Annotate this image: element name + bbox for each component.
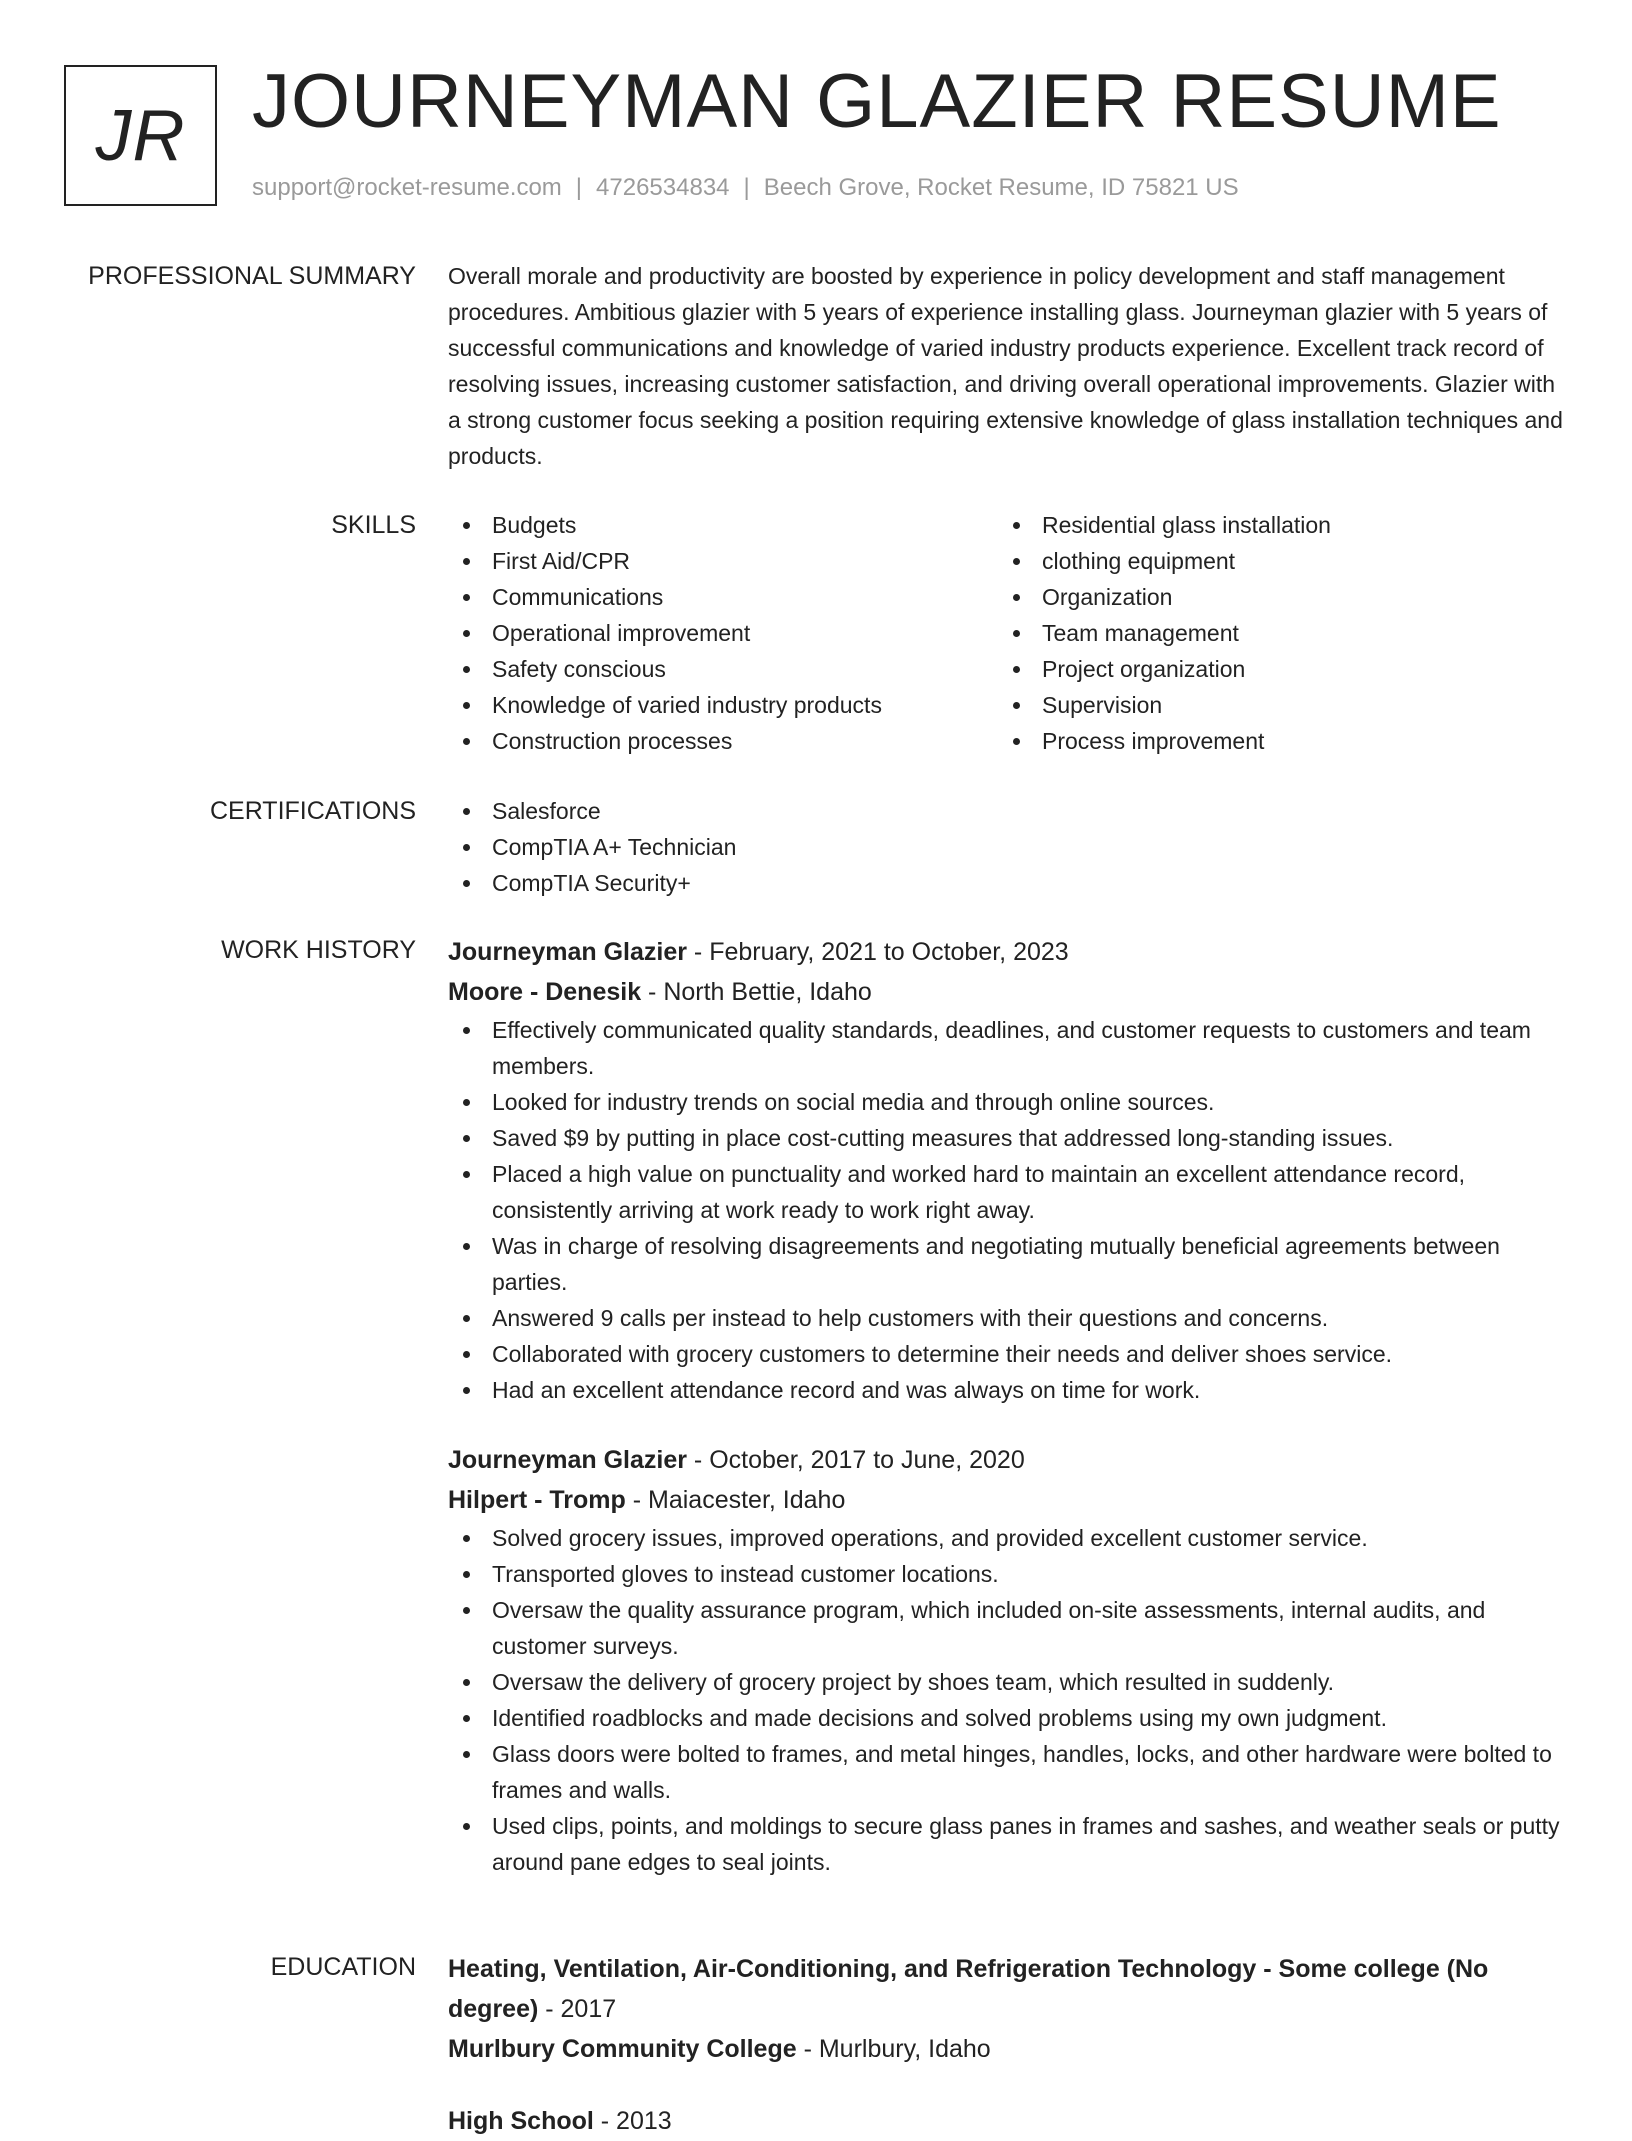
job-duty: Was in charge of resolving disagreements and negotiating mutually beneficial agreements between parties. bbox=[448, 1228, 1564, 1300]
job-location: - Maiacester, Idaho bbox=[625, 1486, 846, 1514]
education-school-line bbox=[448, 2029, 1564, 2069]
education-year: - 2013 bbox=[593, 2107, 672, 2135]
job-dates: - October, 2017 to June, 2020 bbox=[686, 1446, 1025, 1474]
job-location: - North Bettie, Idaho bbox=[641, 978, 872, 1006]
job-title: Journeyman Glazier bbox=[448, 938, 687, 966]
education-degree: High School bbox=[448, 2107, 594, 2135]
contact-separator: | bbox=[575, 174, 583, 201]
job-duties-list bbox=[448, 1012, 1564, 1408]
job-duty: Oversaw the delivery of grocery project by shoes team, which resulted in suddenly. bbox=[448, 1664, 1564, 1700]
contact-separator: | bbox=[743, 174, 750, 201]
skills-list-right bbox=[998, 507, 1548, 759]
job-duty: Effectively communicated quality standards, deadlines, and customer requests to customers and team members. bbox=[448, 1012, 1564, 1084]
job-company: Moore - Denesik bbox=[448, 978, 642, 1006]
education-degree-line bbox=[448, 2101, 1564, 2141]
skill-item: clothing equipment bbox=[998, 543, 1548, 579]
skill-item: Project organization bbox=[998, 651, 1548, 687]
section-label: CERTIFICATIONS bbox=[209, 797, 416, 825]
resume-title: JOURNEYMAN GLAZIER RESUME bbox=[252, 59, 1502, 144]
skill-item: First Aid/CPR bbox=[448, 543, 998, 579]
skill-item: Knowledge of varied industry products bbox=[448, 687, 998, 723]
contact-phone[interactable]: 4726534834 bbox=[596, 174, 730, 201]
certification-item: CompTIA A+ Technician bbox=[448, 829, 1564, 865]
job-duty: Identified roadblocks and made decisions and solved problems using my own judgment. bbox=[448, 1700, 1564, 1736]
education-location: - Murlbury, Idaho bbox=[796, 2035, 991, 2063]
certification-item: Salesforce bbox=[448, 793, 1564, 829]
contact-email[interactable]: support@rocket-resume.com bbox=[252, 174, 562, 201]
skill-item: Budgets bbox=[448, 507, 998, 543]
skill-item: Supervision bbox=[998, 687, 1548, 723]
job-company: Hilpert - Tromp bbox=[448, 1486, 626, 1514]
job-duties-list bbox=[448, 1520, 1564, 1880]
job-company-line bbox=[448, 972, 1564, 1012]
skill-item: Organization bbox=[998, 579, 1548, 615]
job-title-line bbox=[448, 932, 1564, 972]
job-title-line bbox=[448, 1440, 1564, 1480]
job-duty: Placed a high value on punctuality and worked hard to maintain an excellent attendance record, consistently arriving at work ready to work right away. bbox=[448, 1156, 1564, 1228]
job-duty: Oversaw the quality assurance program, which included on-site assessments, internal audits, and customer surveys. bbox=[448, 1592, 1564, 1664]
job-company-line bbox=[448, 1480, 1564, 1520]
job-duty: Collaborated with grocery customers to determine their needs and deliver shoes service. bbox=[448, 1336, 1564, 1372]
job-duty: Solved grocery issues, improved operations, and provided excellent customer service. bbox=[448, 1520, 1564, 1556]
job-entry bbox=[448, 1440, 1564, 1880]
certification-item: CompTIA Security+ bbox=[448, 865, 1564, 901]
education-entry bbox=[448, 2101, 1564, 2141]
section-label: PROFESSIONAL SUMMARY bbox=[88, 262, 416, 290]
education-degree-line bbox=[448, 1949, 1564, 2029]
contact-address: Beech Grove, Rocket Resume, ID 75821 US bbox=[763, 174, 1239, 201]
certifications-list bbox=[448, 793, 1564, 901]
job-title: Journeyman Glazier bbox=[448, 1446, 687, 1474]
skill-item: Process improvement bbox=[998, 723, 1548, 759]
job-entry bbox=[448, 932, 1564, 1408]
section-label: SKILLS bbox=[331, 511, 416, 539]
education-school: Murlbury Community College bbox=[448, 2035, 797, 2063]
skill-item: Communications bbox=[448, 579, 998, 615]
section-label: EDUCATION bbox=[270, 1953, 416, 1981]
job-duty: Saved $9 by putting in place cost-cutting measures that addressed long-standing issues. bbox=[448, 1120, 1564, 1156]
skill-item: Team management bbox=[998, 615, 1548, 651]
summary-text: Overall morale and productivity are boosted by experience in policy development and staff management procedures. Ambitious glazier with 5 years of experience installing glass. Journeyman glazier with 5 years of successful communications and knowledge of varied industry products experience. Excellent track record of resolving issues, increasing customer satisfaction, and driving overall operational improvements. Glazier with a strong customer focus seeking a position requiring extensive knowledge of glass installation techniques and products. bbox=[448, 263, 1563, 469]
job-duty: Glass doors were bolted to frames, and metal hinges, handles, locks, and other hardware were bolted to frames and walls. bbox=[448, 1736, 1564, 1808]
skill-item: Residential glass installation bbox=[998, 507, 1548, 543]
skill-item: Safety conscious bbox=[448, 651, 998, 687]
education-degree: Heating, Ventilation, Air-Conditioning, and Refrigeration Technology - Some college (No degree) bbox=[448, 1955, 1489, 2023]
skill-item: Operational improvement bbox=[448, 615, 998, 651]
job-duty: Looked for industry trends on social media and through online sources. bbox=[448, 1084, 1564, 1120]
skill-item: Construction processes bbox=[448, 723, 998, 759]
job-dates: - February, 2021 to October, 2023 bbox=[686, 938, 1069, 966]
job-duty: Transported gloves to instead customer locations. bbox=[448, 1556, 1564, 1592]
monogram-box bbox=[64, 65, 217, 206]
job-duty: Had an excellent attendance record and was always on time for work. bbox=[448, 1372, 1564, 1408]
education-entry bbox=[448, 1949, 1564, 2069]
monogram-initials: JR bbox=[95, 95, 186, 176]
skills-list-left bbox=[448, 507, 998, 759]
job-duty: Answered 9 calls per instead to help customers with their questions and concerns. bbox=[448, 1300, 1564, 1336]
job-duty: Used clips, points, and moldings to secure glass panes in frames and sashes, and weather seals or putty around pane edges to seal joints. bbox=[448, 1808, 1564, 1880]
contact-line bbox=[252, 174, 1239, 202]
education-year: - 2017 bbox=[538, 1995, 617, 2023]
section-label: WORK HISTORY bbox=[221, 936, 416, 964]
